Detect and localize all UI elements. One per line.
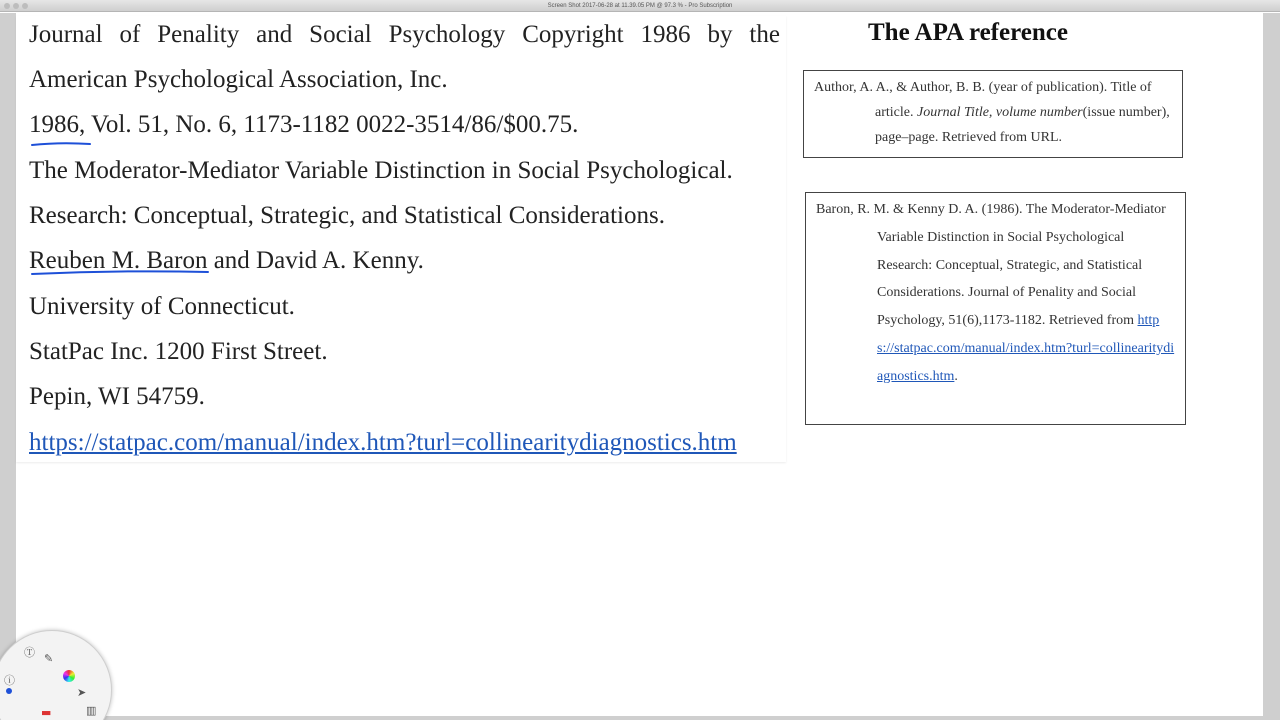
doc-line-6: Reuben M. Baron and David A. Kenny. (29, 247, 424, 274)
info-icon[interactable]: ⓘ (4, 674, 15, 687)
window-titlebar[interactable] (0, 0, 1280, 12)
doc-line-1 (29, 20, 780, 50)
zoom-window-icon[interactable] (22, 3, 28, 9)
window-frame-right (1263, 13, 1280, 720)
eraser-icon[interactable]: ▬ (41, 706, 52, 719)
apa-template-box (803, 70, 1183, 158)
text-tool-icon[interactable]: Ⓣ (24, 646, 35, 659)
doc-line-4: The Moderator-Mediator Variable Distinction in Social Psychological. (29, 157, 733, 184)
doc-line-2: American Psychological Association, Inc. (29, 66, 448, 93)
doc-line-5: Research: Conceptual, Strategic, and Statistical Considerations. (29, 202, 665, 229)
apa-example-link[interactable]: https://statpac.com/manual/index.htm?turl=collinearitydiagnostics.htm (877, 313, 1175, 384)
doc-line-8: StatPac Inc. 1200 First Street. (29, 338, 328, 365)
doc-word: Journal (29, 21, 103, 48)
window-title: Screen Shot 2017-06-28 at 11.39.05 PM @ 97.3 % - Pro Subscription (547, 2, 733, 9)
doc-word: and (256, 21, 293, 48)
ink-underline-author (30, 270, 210, 276)
apa-template-text: Author, A. A., & Author, B. B. (year of publication). Title of article. Journal Title, volume number(issue number), page–page. Retrieved from URL. (814, 80, 1170, 145)
doc-word: Penality (157, 21, 240, 48)
doc-word: of (119, 21, 141, 48)
trash-icon[interactable]: ▥ (86, 704, 97, 717)
minimize-window-icon[interactable] (13, 3, 19, 9)
doc-url-line (29, 428, 737, 458)
doc-word: the (749, 21, 780, 48)
doc-url-link[interactable]: https://statpac.com/manual/index.htm?turl=collinearitydiagnostics.htm (29, 429, 737, 456)
pointer-icon[interactable]: ➤ (77, 686, 87, 699)
color-wheel-icon[interactable] (63, 670, 75, 682)
apa-heading: The APA reference (868, 19, 1068, 46)
document-excerpt (16, 16, 786, 462)
doc-word: 1986 (640, 21, 691, 48)
doc-word: Social (309, 21, 372, 48)
window-frame-bottom (0, 716, 1280, 720)
pen-tool-icon[interactable]: ✎ (44, 652, 54, 665)
ink-underline-year (30, 141, 92, 147)
doc-word: Psychology (388, 21, 506, 48)
doc-line-3: 1986, Vol. 51, No. 6, 1173-1182 0022-3514/86/$00.75. (29, 111, 579, 138)
close-window-icon[interactable] (4, 3, 10, 9)
apa-example-text: Baron, R. M. & Kenny D. A. (1986). The Moderator-Mediator Variable Distinction in Social Psychological Research: Conceptual, Strategic, and Statistical Considerations. Journal of Penality and Social Psychology, 51(6),1173-1182. Retrieved from https://statpac.com/manual/index.htm?turl=collinearitydiagnostics.htm. (816, 202, 1175, 384)
doc-line-9: Pepin, WI 54759. (29, 383, 205, 410)
doc-line-7: University of Connecticut. (29, 293, 295, 320)
doc-word: by (707, 21, 733, 48)
doc-word: Copyright (522, 21, 624, 48)
apa-example-box (805, 192, 1186, 425)
active-color-dot[interactable] (6, 688, 12, 694)
window-frame-left (0, 13, 16, 720)
